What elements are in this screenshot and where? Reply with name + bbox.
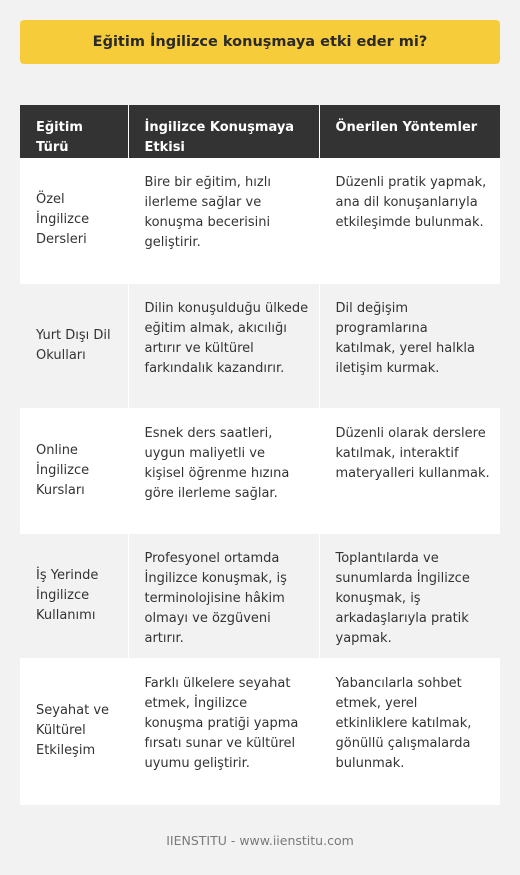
education-table <box>20 105 500 805</box>
education-type-cell: İş Yerinde İngilizce Kullanımı <box>20 533 128 658</box>
header-row <box>20 105 500 158</box>
methods-cell: Dil değişim programlarına katılmak, yerel halkla iletişim kurmak. <box>319 283 500 408</box>
table-row <box>20 158 500 283</box>
effect-cell: Bire bir eğitim, hızlı ilerleme sağlar ve konuşma becerisini geliştirir. <box>128 158 319 283</box>
header-recommended-methods: Önerilen Yöntemler <box>319 105 500 158</box>
education-type-cell: Özel İngilizce Dersleri <box>20 158 128 283</box>
table-row <box>20 408 500 533</box>
table-row <box>20 283 500 408</box>
page-title: Eğitim İngilizce konuşmaya etki eder mi? <box>92 34 428 50</box>
education-type-cell: Seyahat ve Kültürel Etkileşim <box>20 658 128 804</box>
header-education-type: Eğitim Türü <box>20 105 128 158</box>
education-type-cell: Yurt Dışı Dil Okulları <box>20 283 128 408</box>
footer-credit: IIENSTITU - www.iienstitu.com <box>166 833 354 848</box>
title-banner <box>20 20 500 64</box>
methods-cell: Yabancılarla sohbet etmek, yerel etkinliklere katılmak, gönüllü çalışmalarda bulunmak. <box>319 658 500 804</box>
table-header <box>20 105 500 158</box>
effect-cell: Esnek ders saatleri, uygun maliyetli ve kişisel öğrenme hızına göre ilerleme sağlar. <box>128 408 319 533</box>
education-type-cell: Online İngilizce Kursları <box>20 408 128 533</box>
methods-cell: Toplantılarda ve sunumlarda İngilizce konuşmak, iş arkadaşlarıyla pratik yapmak. <box>319 533 500 658</box>
methods-cell: Düzenli olarak derslere katılmak, interaktif materyalleri kullanmak. <box>319 408 500 533</box>
header-speaking-effect: İngilizce Konuşmaya Etkisi <box>128 105 319 158</box>
effect-cell: Dilin konuşulduğu ülkede eğitim almak, akıcılığı artırır ve kültürel farkındalık kazandırır. <box>128 283 319 408</box>
effect-cell: Profesyonel ortamda İngilizce konuşmak, iş terminolojisine hâkim olmayı ve özgüveni artırır. <box>128 533 319 658</box>
methods-cell: Düzenli pratik yapmak, ana dil konuşanlarıyla etkileşimde bulunmak. <box>319 158 500 283</box>
effect-cell: Farklı ülkelere seyahat etmek, İngilizce konuşma pratiği yapma fırsatı sunar ve kültürel uyumu geliştirir. <box>128 658 319 804</box>
table-row <box>20 533 500 658</box>
table-row <box>20 658 500 804</box>
